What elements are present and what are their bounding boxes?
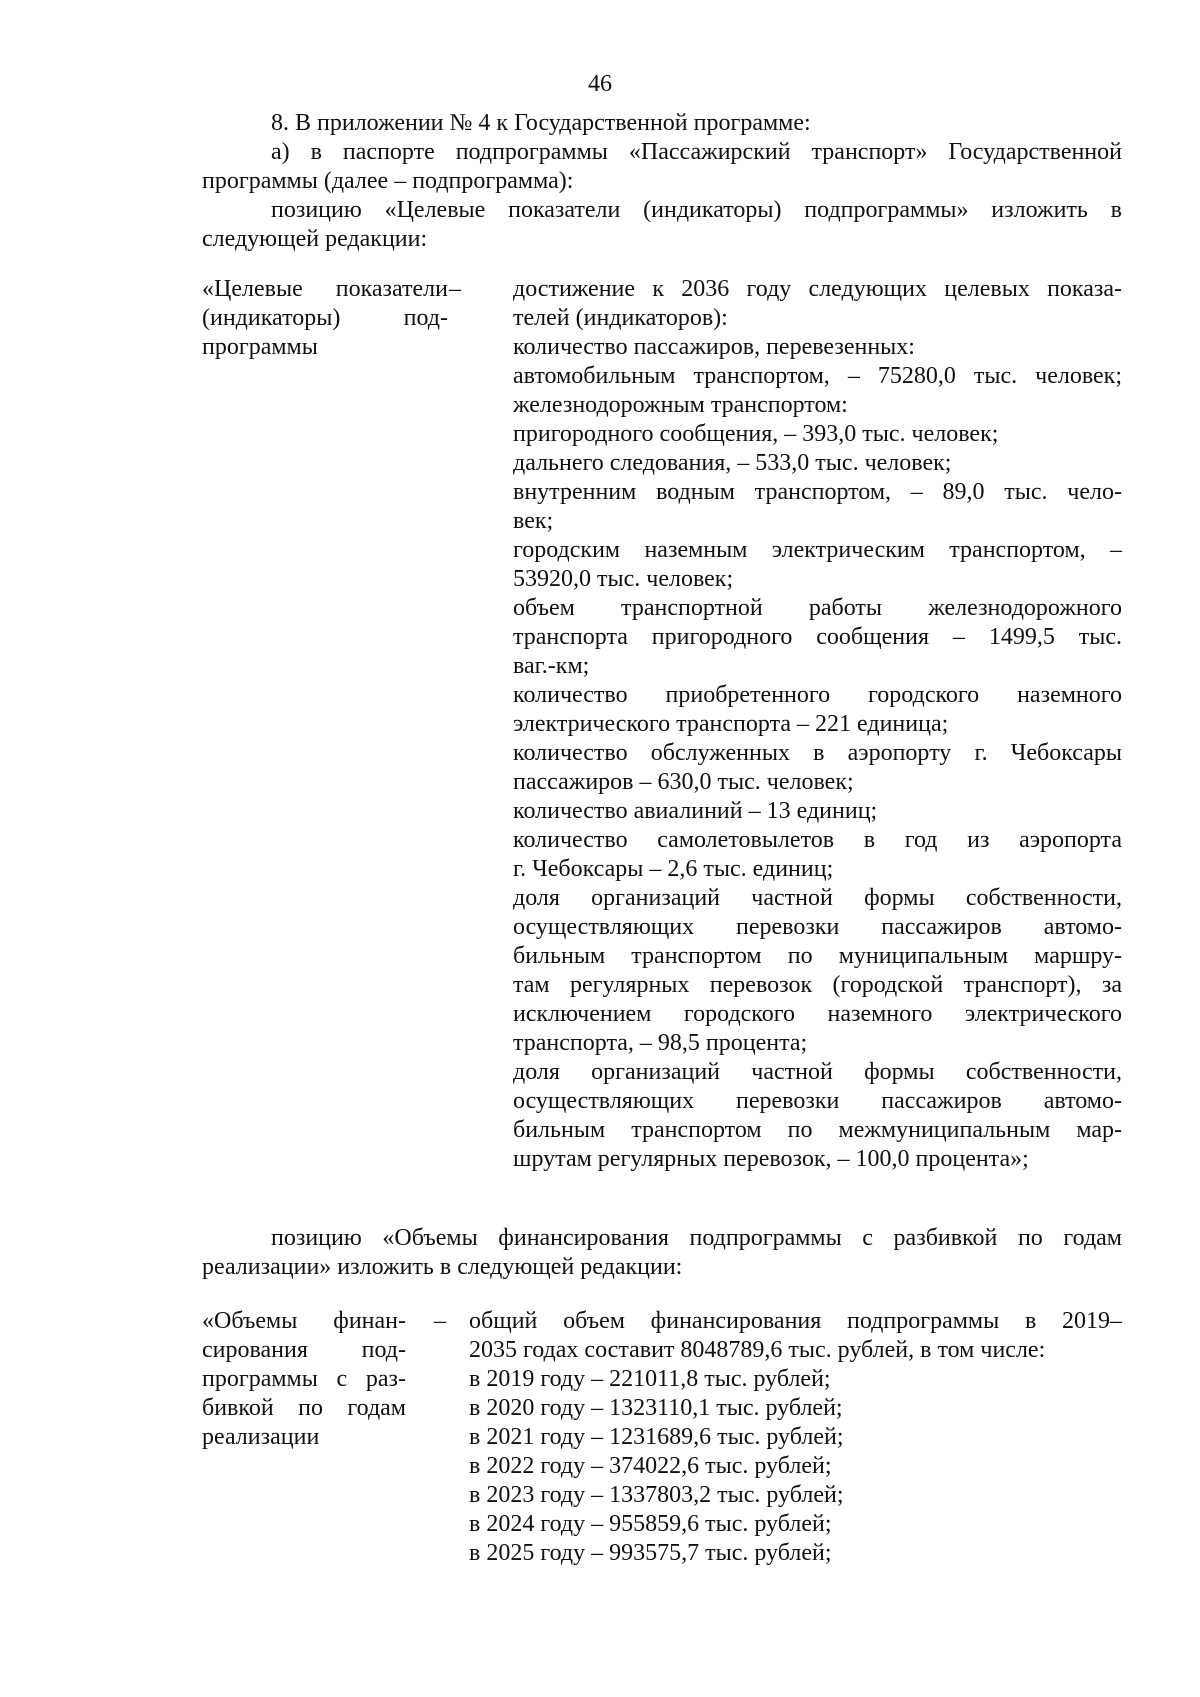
value-line: век; (513, 508, 554, 534)
value-line: городским наземным электрическим транспортом, – (513, 537, 1122, 563)
value-line: в 2023 году – 1337803,2 тыс. рублей; (469, 1482, 844, 1508)
value-line: ваг.-км; (513, 653, 590, 679)
label-line: (индикаторы) под- (202, 305, 448, 331)
value-line: объем транспортной работы железнодорожного (513, 595, 1122, 621)
value-line: там регулярных перевозок (городской транспорт), за (513, 972, 1122, 998)
value-line: 53920,0 тыс. человек; (513, 566, 734, 592)
value-line: бильным транспортом по межмуниципальным мар- (513, 1117, 1122, 1143)
indicators-value (513, 275, 1122, 1174)
value-line: доля организаций частной формы собственности, (513, 1059, 1122, 1085)
subitem-a-paragraph: а) в паспорте подпрограммы «Пассажирский транспорт» Государственной программы (далее – подпрограмма): (202, 139, 1122, 194)
value-line: количество авиалиний – 13 единиц; (513, 798, 878, 824)
value-line: осуществляющих перевозки пассажиров автомо- (513, 1088, 1122, 1114)
value-line: пассажиров – 630,0 тыс. человек; (513, 769, 854, 795)
label-line: реализации (202, 1424, 320, 1450)
value-line: в 2019 году – 221011,8 тыс. рублей; (469, 1366, 831, 1392)
value-line: количество самолетовылетов в год из аэропорта (513, 827, 1122, 853)
item-8-heading: 8. В приложении № 4 к Государственной программе: (271, 110, 811, 136)
value-line: доля организаций частной формы собственности, (513, 885, 1122, 911)
value-line: автомобильным транспортом, – 75280,0 тыс. человек; (513, 363, 1122, 389)
value-line: в 2025 году – 993575,7 тыс. рублей; (469, 1540, 832, 1566)
value-line: в 2024 году – 955859,6 тыс. рублей; (469, 1511, 832, 1537)
label-line: «Целевые показатели (202, 276, 448, 302)
value-line: в 2021 году – 1231689,6 тыс. рублей; (469, 1424, 844, 1450)
label-line: сирования под- (202, 1337, 406, 1363)
value-line: телей (индикаторов): (513, 305, 728, 331)
financing-label (202, 1307, 406, 1452)
value-line: количество пассажиров, перевезенных: (513, 334, 915, 360)
value-line: железнодорожным транспортом: (513, 392, 848, 418)
value-line: внутренним водным транспортом, – 89,0 тыс. чело- (513, 479, 1122, 505)
value-line: в 2020 году – 1323110,1 тыс. рублей; (469, 1395, 843, 1421)
value-line: дальнего следования, – 533,0 тыс. человек; (513, 450, 952, 476)
label-line: программы (202, 334, 318, 360)
value-line: электрического транспорта – 221 единица; (513, 711, 949, 737)
indicators-label (202, 275, 448, 362)
financing-value (469, 1307, 1122, 1568)
page-number: 46 (588, 71, 612, 97)
label-line: программы с раз- (202, 1366, 406, 1392)
position-financing-paragraph: позицию «Объемы финансирования подпрограммы с разбивкой по годам реализации» изложить в следующей редакции: (202, 1225, 1122, 1280)
label-line: бивкой по годам (202, 1395, 406, 1421)
financing-dash: – (434, 1308, 446, 1334)
position-indicators-paragraph: позицию «Целевые показатели (индикаторы) подпрограммы» изложить в следующей редакции: (202, 197, 1122, 252)
value-line: исключением городского наземного электрического (513, 1001, 1122, 1027)
value-line: транспорта, – 98,5 процента; (513, 1030, 808, 1056)
value-line: бильным транспортом по муниципальным маршру- (513, 943, 1122, 969)
indicators-dash: – (449, 276, 461, 302)
value-line: количество обслуженных в аэропорту г. Чебоксары (513, 740, 1122, 766)
value-line: г. Чебоксары – 2,6 тыс. единиц; (513, 856, 834, 882)
label-line: «Объемы финан- (202, 1308, 406, 1334)
value-line: шрутам регулярных перевозок, – 100,0 процента»; (513, 1146, 1029, 1172)
value-line: осуществляющих перевозки пассажиров автомо- (513, 914, 1122, 940)
value-line: достижение к 2036 году следующих целевых показа- (513, 276, 1122, 302)
value-line: транспорта пригородного сообщения – 1499,5 тыс. (513, 624, 1122, 650)
value-line: количество приобретенного городского наземного (513, 682, 1122, 708)
value-line: в 2022 году – 374022,6 тыс. рублей; (469, 1453, 832, 1479)
value-line: пригородного сообщения, – 393,0 тыс. человек; (513, 421, 999, 447)
value-line: общий объем финансирования подпрограммы в 2019– (469, 1308, 1122, 1334)
value-line: 2035 годах составит 8048789,6 тыс. рублей, в том числе: (469, 1337, 1046, 1363)
